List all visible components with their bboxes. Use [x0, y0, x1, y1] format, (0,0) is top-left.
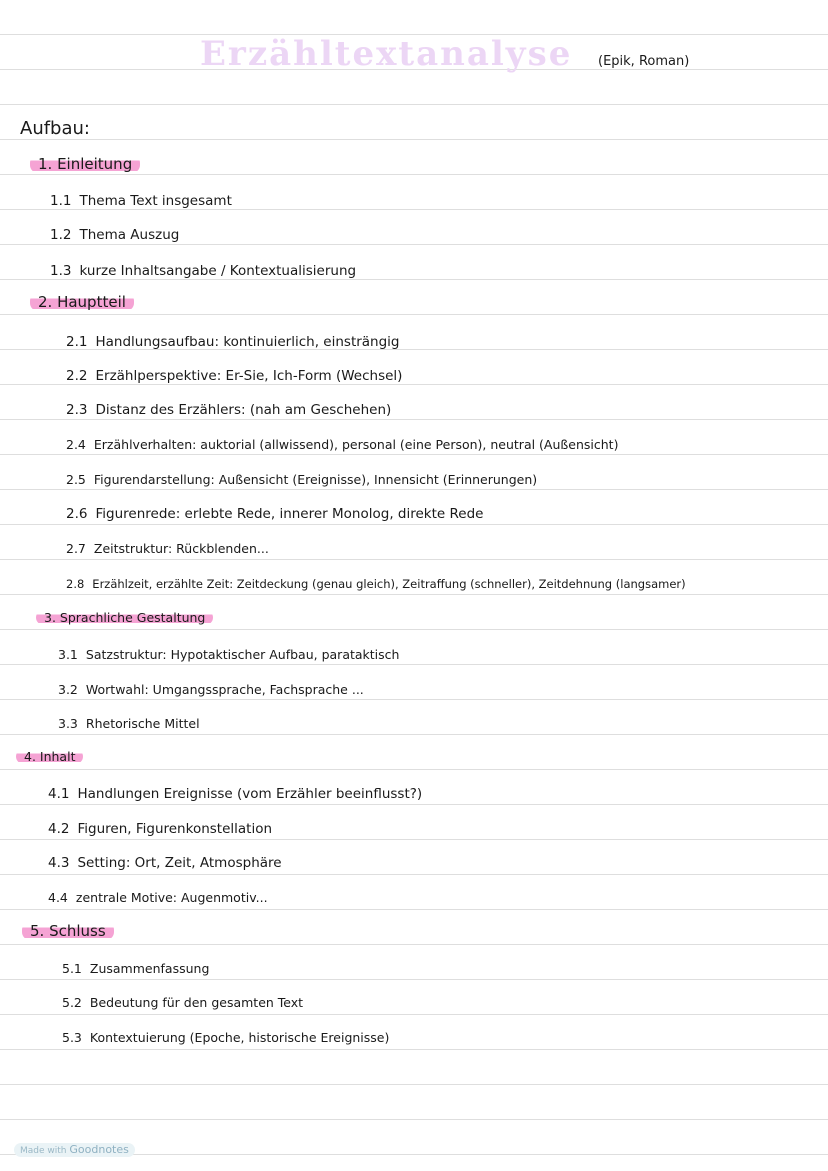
list-item: 5.1 Zusammenfassung — [62, 961, 210, 976]
list-item: 4.3 Setting: Ort, Zeit, Atmosphäre — [48, 855, 282, 871]
list-item: 4.1 Handlungen Ereignisse (vom Erzähler beeinflusst?) — [48, 786, 423, 802]
list-item: 4.2 Figuren, Figurenkonstellation — [48, 821, 273, 837]
list-item: 2.5 Figurendarstellung: Außensicht (Ereignisse), Innensicht (Erinnerungen) — [66, 472, 538, 487]
list-item: 2.6 Figurenrede: erlebte Rede, innerer Monolog, direkte Rede — [66, 506, 484, 522]
list-item: 2.8 Erzählzeit, erzählte Zeit: Zeitdeckung (genau gleich), Zeitraffung (schneller), Zeitdehnung (langsamer) — [66, 577, 686, 591]
section-heading-einleitung: 1. Einleitung — [30, 155, 140, 173]
list-item: 5.3 Kontextuierung (Epoche, historische Ereignisse) — [62, 1030, 390, 1045]
list-item: 2.1 Handlungsaufbau: kontinuierlich, einsträngig — [66, 334, 400, 350]
badge-brand: Goodnotes — [69, 1143, 129, 1156]
list-item: 2.7 Zeitstruktur: Rückblenden... — [66, 541, 269, 556]
list-item: 2.3 Distanz des Erzählers: (nah am Geschehen) — [66, 402, 392, 418]
list-item: 1.1 Thema Text insgesamt — [50, 193, 232, 209]
section-heading-hauptteil: 2. Hauptteil — [30, 293, 134, 311]
page-title: Erzähltextanalyse — [200, 34, 573, 74]
page-subtitle: (Epik, Roman) — [598, 54, 690, 69]
list-item: 3.1 Satzstruktur: Hypotaktischer Aufbau, parataktisch — [58, 647, 400, 662]
list-item: 2.2 Erzählperspektive: Er-Sie, Ich-Form (Wechsel) — [66, 368, 403, 384]
aufbau-label: Aufbau: — [20, 118, 90, 139]
list-item: 4.4 zentrale Motive: Augenmotiv... — [48, 890, 268, 905]
section-heading-inhalt: 4. Inhalt — [16, 748, 83, 766]
section-heading-schluss: 5. Schluss — [22, 922, 114, 940]
list-item: 3.2 Wortwahl: Umgangssprache, Fachsprache ... — [58, 682, 364, 697]
goodnotes-badge — [14, 1143, 135, 1157]
list-item: 1.3 kurze Inhaltsangabe / Kontextualisierung — [50, 263, 357, 279]
list-item: 5.2 Bedeutung für den gesamten Text — [62, 995, 304, 1010]
section-heading-sprachliche-gestaltung: 3. Sprachliche Gestaltung — [36, 609, 213, 627]
badge-prefix: Made with — [20, 1146, 67, 1156]
list-item: 1.2 Thema Auszug — [50, 227, 180, 243]
list-item: 3.3 Rhetorische Mittel — [58, 716, 200, 731]
list-item: 2.4 Erzählverhalten: auktorial (allwissend), personal (eine Person), neutral (Außensicht) — [66, 437, 619, 452]
